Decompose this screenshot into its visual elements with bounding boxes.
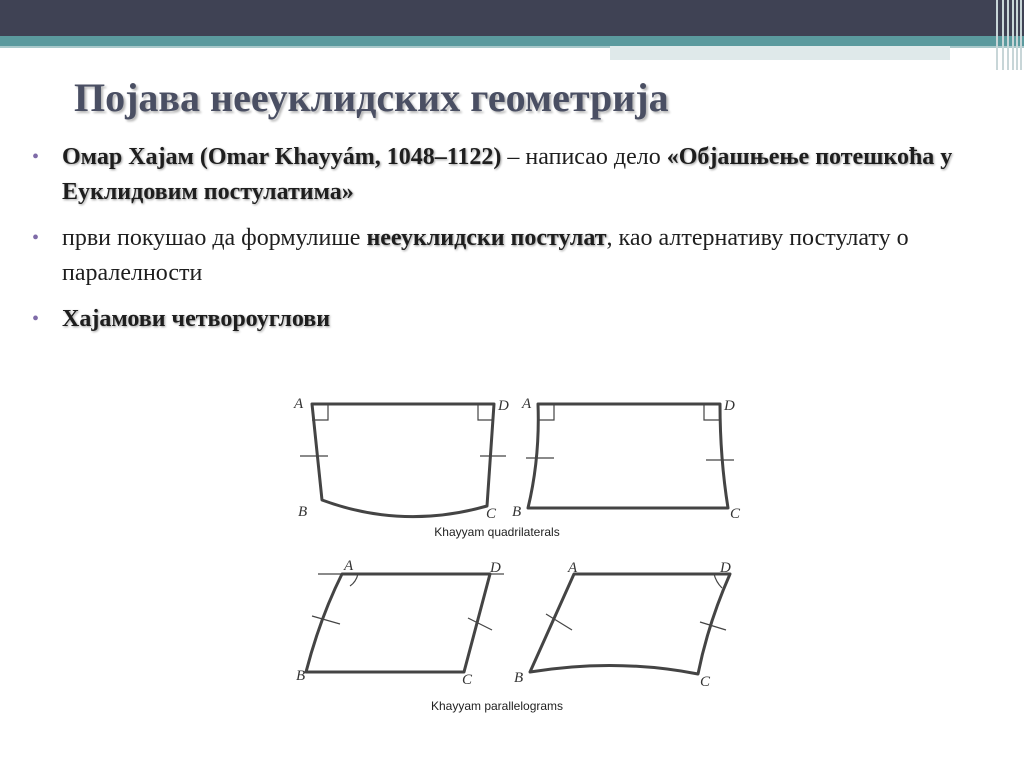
parallelogram-acute: [306, 574, 490, 672]
quadrilateral-acute: [312, 404, 494, 517]
slide-title: Појава нееуклидских геометрија: [74, 75, 669, 120]
khayyam-diagram: [276, 368, 754, 736]
bullet-icon: •: [32, 227, 40, 249]
caption-parallelograms: Khayyam parallelograms: [430, 699, 564, 713]
khayyam-figure: [276, 368, 754, 736]
vertex-label: A: [568, 560, 578, 576]
bullet-icon: •: [32, 146, 40, 168]
vertex-label: C: [700, 674, 711, 690]
vertex-label: C: [730, 506, 741, 522]
vertex-label: A: [344, 558, 354, 574]
term-highlight: нееуклидски постулат: [366, 225, 607, 251]
vertex-label: D: [724, 398, 735, 414]
bullet-text: први покушао да формулише: [62, 225, 367, 251]
vertex-label: B: [296, 668, 306, 684]
bullet-item: [30, 302, 1000, 337]
bullet-text: , као алтернативу постулату о паралелности: [62, 225, 909, 286]
vertex-label: A: [522, 396, 532, 412]
bullet-list: [30, 140, 1000, 348]
vertex-label: D: [498, 398, 509, 414]
header-accent-bar: [0, 36, 1024, 46]
vertex-label: B: [512, 504, 522, 520]
header-highlight: [610, 46, 950, 60]
bullet-icon: •: [32, 308, 40, 330]
vertex-label: B: [514, 670, 524, 686]
header-bar: [0, 0, 1024, 36]
work-title: «Објашњење потешкоћа у Еуклидовим постулатима»: [62, 144, 953, 205]
bullet-text: – написао дело: [501, 144, 667, 170]
parallelogram-obtuse: [530, 574, 730, 674]
vertex-label: C: [486, 506, 497, 522]
vertex-label: D: [720, 560, 731, 576]
vertex-label: A: [294, 396, 304, 412]
caption-quadrilaterals: Khayyam quadrilaterals: [434, 525, 560, 539]
bullet-heading: Хајамови четвороуглови: [62, 306, 331, 332]
person-name: Омар Хајам (Omar Khayyám, 1048–1122): [62, 144, 502, 170]
bullet-item: [30, 221, 1000, 291]
quadrilateral-obtuse: [528, 404, 728, 508]
bullet-item: [30, 140, 1000, 210]
vertex-label: B: [298, 504, 308, 520]
vertex-label: D: [490, 560, 501, 576]
vertex-label: C: [462, 672, 473, 688]
header-stripes: [994, 0, 1024, 70]
